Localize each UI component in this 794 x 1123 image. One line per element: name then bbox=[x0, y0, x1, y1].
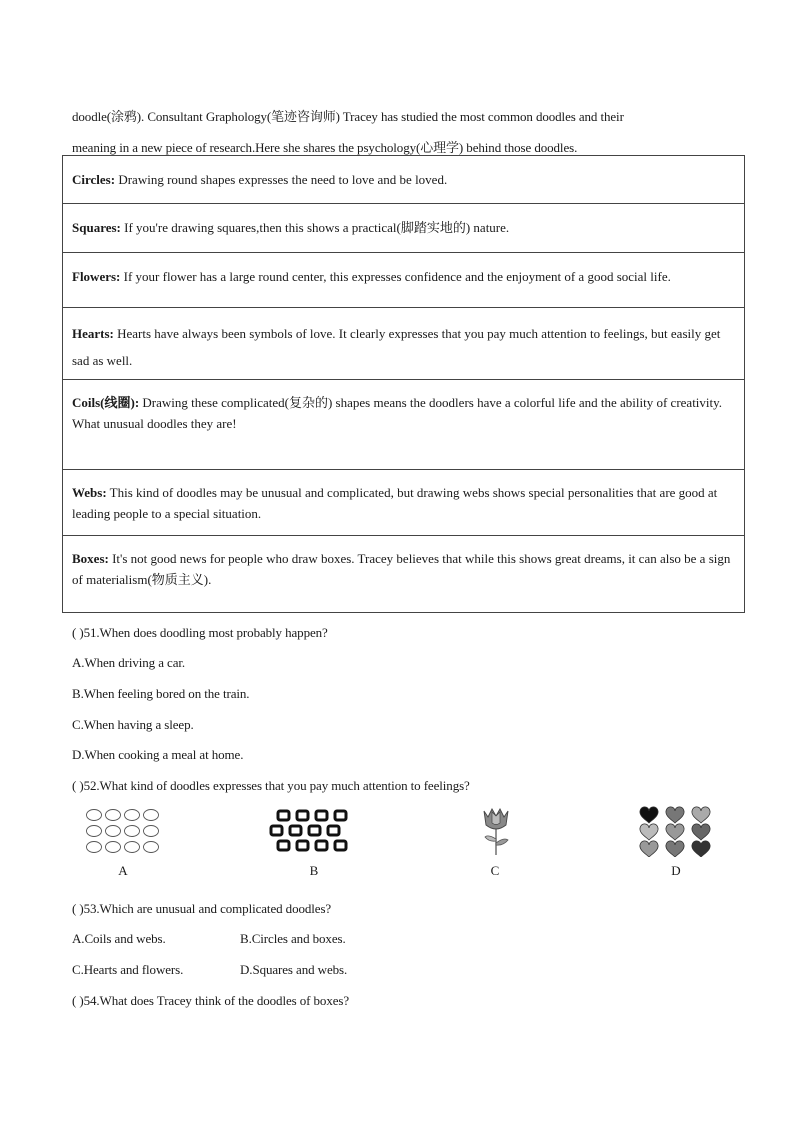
question-51-option-d: D.When cooking a meal at home. bbox=[72, 747, 244, 762]
question-53-option-a: A.Coils and webs. bbox=[72, 931, 166, 946]
doodle-term: Boxes: bbox=[72, 551, 109, 566]
table-cell bbox=[63, 536, 745, 613]
table-row bbox=[63, 204, 745, 253]
doodle-description: Drawing these complicated(复杂的) shapes means the doodlers have a colorful life and the ability of creativity. What unusual doodles they are! bbox=[72, 395, 723, 431]
question-51-stem: ( )51.When does doodling most probably happen? bbox=[72, 625, 328, 640]
question-51-option-c: C.When having a sleep. bbox=[72, 717, 194, 732]
table-row bbox=[63, 308, 745, 380]
table-cell bbox=[63, 308, 745, 380]
flower-doodle-icon bbox=[470, 803, 520, 857]
doodle-description: This kind of doodles may be unusual and complicated, but drawing webs shows special personalities that are good at leading people to a special situation. bbox=[72, 485, 718, 521]
option-a-circles bbox=[78, 803, 188, 883]
circles-doodle-icon bbox=[78, 803, 168, 855]
table-row bbox=[63, 380, 745, 470]
table-cell bbox=[63, 380, 745, 470]
option-c-flower bbox=[470, 803, 580, 883]
table-cell bbox=[63, 253, 745, 308]
question-53-option-c: C.Hearts and flowers. bbox=[72, 962, 184, 977]
option-label-c: C bbox=[490, 863, 500, 878]
table-row bbox=[63, 156, 745, 204]
doodle-description: Drawing round shapes expresses the need to love and be loved. bbox=[115, 172, 448, 187]
question-52-picture-options bbox=[72, 803, 752, 883]
intro-line-2: meaning in a new piece of research.Here she shares the psychology(心理学) behind those doodles. bbox=[72, 140, 578, 155]
doodle-term: Coils(线圈): bbox=[72, 395, 140, 410]
question-53-option-b: B.Circles and boxes. bbox=[240, 931, 346, 946]
doodle-description: If you're drawing squares,then this shows a practical(脚踏实地的) nature. bbox=[120, 220, 510, 235]
doodle-description: If your flower has a large round center, this expresses confidence and the enjoyment of a good social life. bbox=[120, 269, 671, 284]
option-label-b: B bbox=[309, 863, 319, 878]
question-54-stem: ( )54.What does Tracey think of the doodles of boxes? bbox=[72, 993, 350, 1008]
table-cell bbox=[63, 156, 745, 204]
doodle-meaning-table bbox=[62, 155, 745, 613]
question-53-option-d: D.Squares and webs. bbox=[240, 962, 348, 977]
table-cell bbox=[63, 470, 745, 536]
table-cell bbox=[63, 204, 745, 253]
doodle-term: Webs: bbox=[72, 485, 107, 500]
question-52-stem: ( )52.What kind of doodles expresses that you pay much attention to feelings? bbox=[72, 778, 470, 793]
hearts-doodle-icon bbox=[636, 803, 716, 857]
table-row bbox=[63, 536, 745, 613]
table-row bbox=[63, 253, 745, 308]
doodle-term: Hearts: bbox=[72, 326, 114, 341]
question-51-option-a: A.When driving a car. bbox=[72, 655, 186, 670]
boxes-doodle-icon bbox=[266, 803, 362, 855]
doodle-description: Hearts have always been symbols of love. It clearly expresses that you pay much attention to feelings, but easily get sad as well. bbox=[72, 326, 721, 368]
intro-line-1: doodle(涂鸦). Consultant Graphology(笔迹咨询师) Tracey has studied the most common doodles and their bbox=[72, 109, 624, 124]
doodle-term: Flowers: bbox=[72, 269, 121, 284]
option-b-boxes bbox=[266, 803, 376, 883]
option-label-a: A bbox=[118, 863, 128, 878]
option-label-d: D bbox=[671, 863, 681, 878]
doodle-term: Circles: bbox=[72, 172, 116, 187]
table-row bbox=[63, 470, 745, 536]
doodle-term: Squares: bbox=[72, 220, 121, 235]
question-53-stem: ( )53.Which are unusual and complicated doodles? bbox=[72, 901, 332, 916]
question-51-option-b: B.When feeling bored on the train. bbox=[72, 686, 250, 701]
option-d-hearts bbox=[636, 803, 746, 883]
doodle-description: It's not good news for people who draw boxes. Tracey believes that while this shows great dreams, it can also be a sign of materialism(物质主义). bbox=[72, 551, 731, 587]
